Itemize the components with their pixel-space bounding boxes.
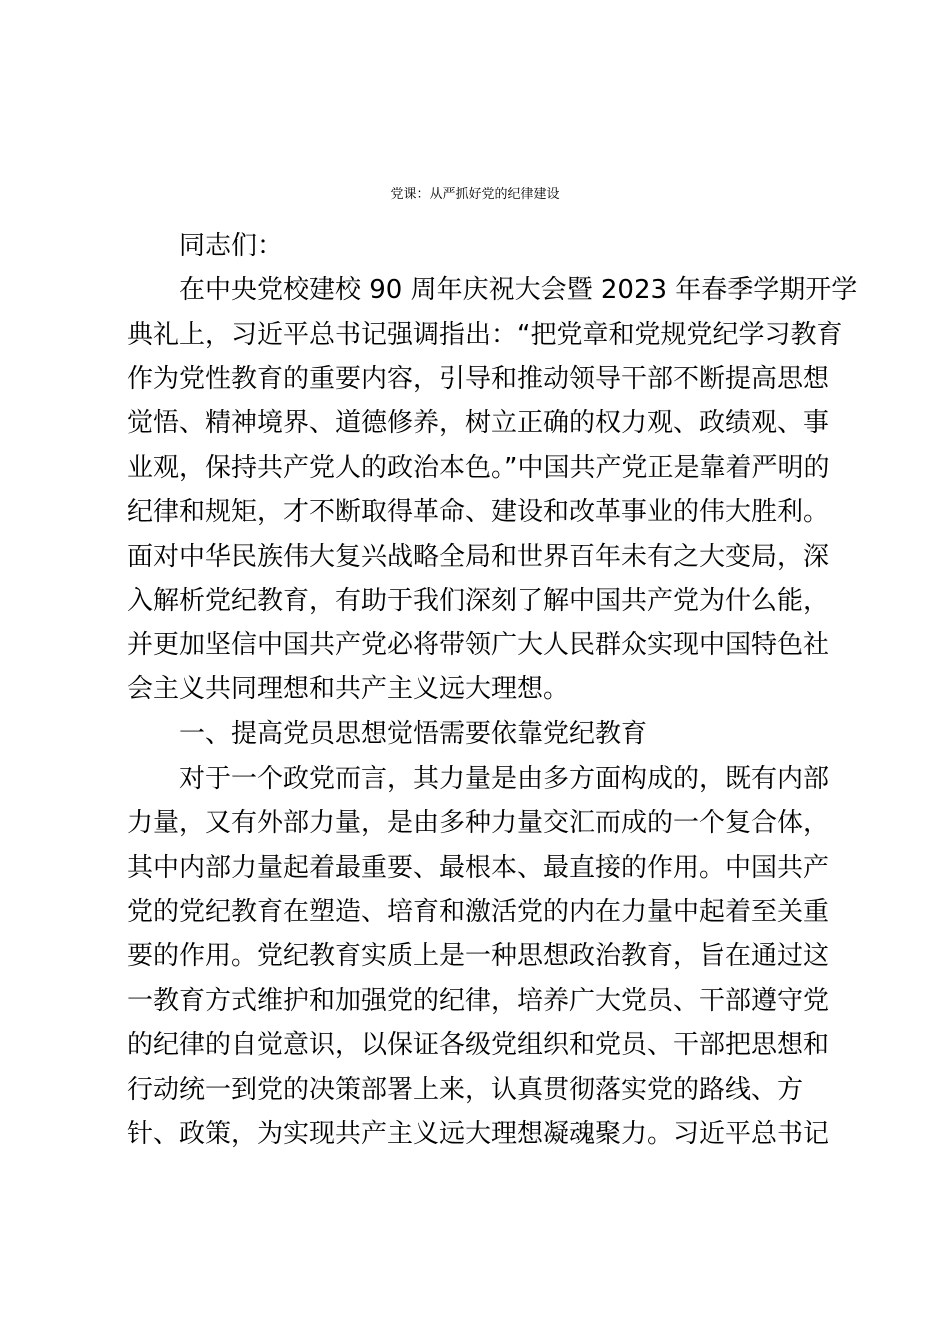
paragraph-line: 典礼上，习近平总书记强调指出：“把党章和党规党纪学习教育	[127, 320, 843, 350]
paragraph-line: 一教育方式维护和加强党的纪律，培养广大党员、干部遵守党	[127, 986, 830, 1016]
paragraph-line: 党的党纪教育在塑造、培育和激活党的内在力量中起着至关重	[127, 897, 830, 927]
paragraph-line: 会主义共同理想和共产主义远大理想。	[127, 674, 570, 704]
paragraph-line: 入解析党纪教育，有助于我们深刻了解中国共产党为什么能，	[127, 586, 830, 616]
paragraph-line: 力量，又有外部力量，是由多种力量交汇而成的一个复合体，	[127, 808, 830, 838]
paragraph-line: 要的作用。党纪教育实质上是一种思想政治教育，旨在通过这	[127, 941, 830, 971]
section-heading: 一、提高党员思想觉悟需要依靠党纪教育	[179, 719, 648, 749]
paragraph-line: 觉悟、精神境界、道德修养，树立正确的权力观、政绩观、事	[127, 408, 830, 438]
paragraph-line: 纪律和规矩，才不断取得革命、建设和改革事业的伟大胜利。	[127, 497, 830, 527]
paragraph-line: 并更加坚信中国共产党必将带领广大人民群众实现中国特色社	[127, 630, 830, 660]
paragraph-line: 作为党性教育的重要内容，引导和推动领导干部不断提高思想	[127, 364, 830, 394]
paragraph-line: 对于一个政党而言，其力量是由多方面构成的，既有内部	[179, 764, 830, 794]
paragraph-line: 针、政策，为实现共产主义远大理想凝魂聚力。习近平总书记	[127, 1119, 830, 1149]
paragraph-line: 行动统一到党的决策部署上来，认真贯彻落实党的路线、方	[127, 1075, 804, 1105]
document-title: 党课：从严抓好党的纪律建设	[390, 187, 560, 202]
salutation: 同志们：	[179, 231, 284, 261]
paragraph-line: 业观，保持共产党人的政治本色。”中国共产党正是靠着严明的	[127, 453, 830, 483]
paragraph-line: 在中央党校建校 90 周年庆祝大会暨 2023 年春季学期开学	[179, 275, 858, 305]
paragraph-line: 面对中华民族伟大复兴战略全局和世界百年未有之大变局，深	[127, 542, 830, 572]
paragraph-line: 的纪律的自觉意识，以保证各级党组织和党员、干部把思想和	[127, 1030, 830, 1060]
paragraph-line: 其中内部力量起着最重要、最根本、最直接的作用。中国共产	[127, 853, 830, 883]
